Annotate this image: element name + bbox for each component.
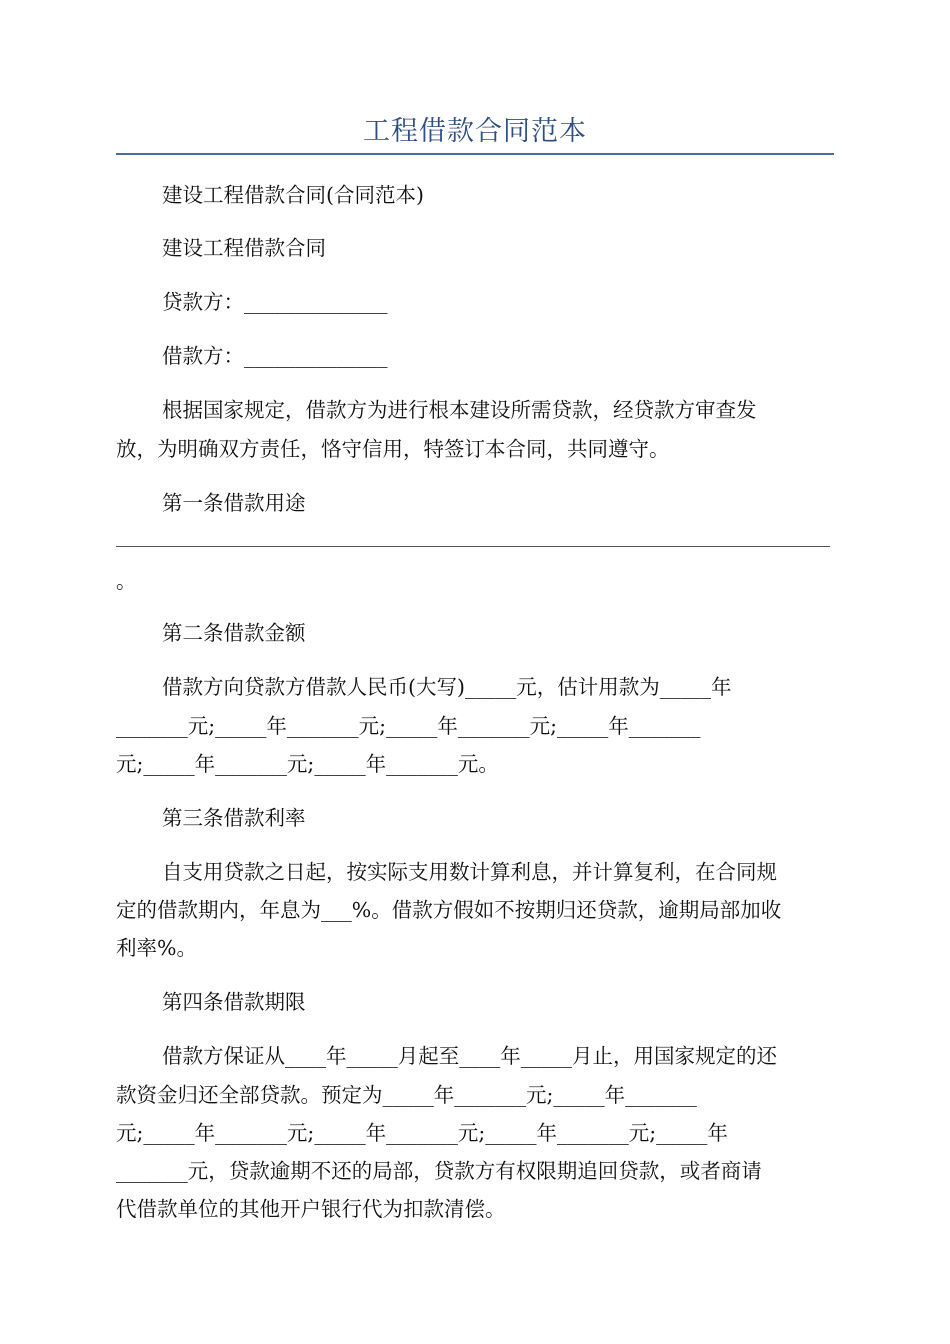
amount-line-3: 元;_____年_______元;_____年_______元。 <box>116 752 499 776</box>
interest-line-2: 定的借款期内，年息为___%。借款方假如不按期归还贷款，逾期局部加收 <box>116 898 782 922</box>
article-4-heading: 第四条借款期限 <box>162 990 306 1014</box>
interest-line-3: 利率%。 <box>116 936 197 960</box>
preamble-line-2: 放，为明确双方责任，恪守信用，特签订本合同，共同遵守。 <box>116 437 670 461</box>
term-line-1: 借款方保证从____年_____月起至____年_____月止，用国家规定的还 <box>162 1044 777 1068</box>
term-line-3: 元;_____年_______元;_____年_______元;_____年_______元;_____年 <box>116 1121 728 1145</box>
lender-line: 贷款方：______________ <box>162 290 388 314</box>
purpose-blank-line <box>116 546 830 547</box>
term-line-2: 款资金归还全部贷款。预定为_____年_______元;_____年_______ <box>116 1083 697 1107</box>
contract-name-line: 建设工程借款合同 <box>162 236 326 260</box>
preamble-line-1: 根据国家规定，借款方为进行根本建设所需贷款，经贷款方审查发 <box>162 398 757 422</box>
article-3-heading: 第三条借款利率 <box>162 806 306 830</box>
term-line-5: 代借款单位的其他开户银行代为扣款清偿。 <box>116 1197 506 1221</box>
interest-line-1: 自支用贷款之日起，按实际支用数计算利息，并计算复利，在合同规 <box>162 860 777 884</box>
subtitle-line: 建设工程借款合同(合同范本) <box>162 183 424 207</box>
term-line-4: _______元，贷款逾期不还的局部，贷款方有权限期追回贷款，或者商请 <box>116 1159 762 1183</box>
document-title: 工程借款合同范本 <box>363 116 587 147</box>
purpose-end-dot: 。 <box>116 569 137 593</box>
amount-line-1: 借款方向贷款方借款人民币(大写)_____元，估计用款为_____年 <box>162 675 732 699</box>
amount-line-2: _______元;_____年_______元;_____年_______元;_____年_______ <box>116 714 701 738</box>
title-underline <box>116 153 834 155</box>
borrower-line: 借款方：______________ <box>162 344 388 368</box>
article-1-heading: 第一条借款用途 <box>162 491 306 515</box>
article-2-heading: 第二条借款金额 <box>162 621 306 645</box>
